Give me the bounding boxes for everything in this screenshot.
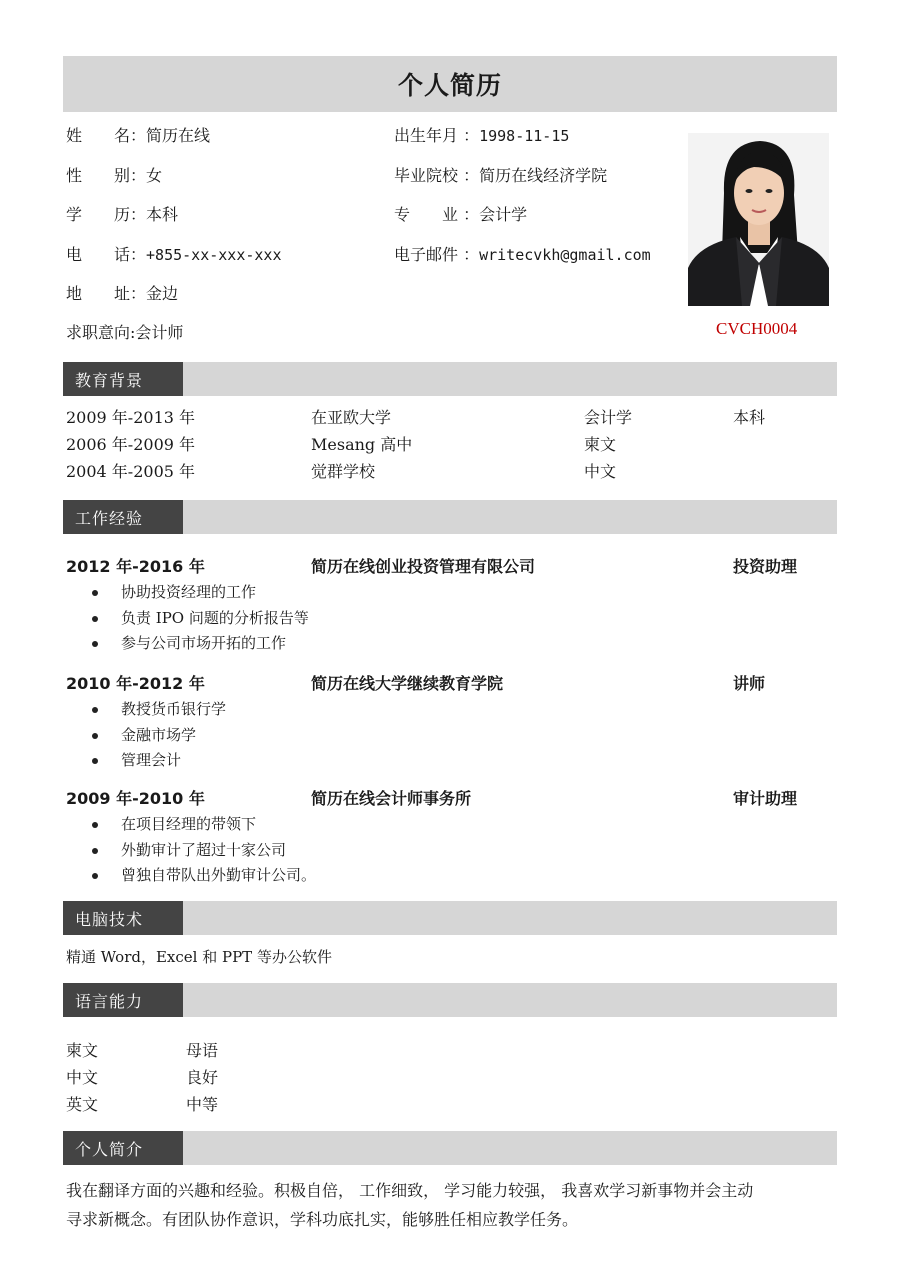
phone-value: +855-xx-xxx-xxx [146, 246, 282, 264]
computer-skill-text: 精通 Word，Excel 和 PPT 等办公软件 [66, 948, 332, 966]
email-label: 电子邮件 ： [394, 245, 480, 264]
gender-row [66, 166, 162, 186]
birth-label: 出生年月 ： [394, 126, 480, 145]
list-item: 协助投资经理的工作 [88, 580, 309, 606]
phone-label: 电 话： [66, 245, 147, 264]
profile-section-title: 个人简介 [63, 1131, 183, 1165]
list-item: 负责 IPO 问题的分析报告等 [88, 606, 309, 632]
edu-major-3: 中文 [584, 462, 617, 481]
work-company-2: 简历在线大学继续教育学院 [311, 674, 504, 693]
list-item: 金融市场学 [88, 723, 226, 749]
language-level-1: 母语 [186, 1041, 219, 1060]
work-period-1: 2012 年-2016 年 [66, 557, 205, 576]
work-period-2: 2010 年-2012 年 [66, 674, 205, 693]
address-value: 金边 [146, 284, 179, 303]
person-portrait-icon [688, 133, 829, 306]
work-role-2: 讲师 [733, 674, 766, 693]
edu-period-3: 2004 年-2005 年 [66, 462, 196, 481]
education-section-title: 教育背景 [63, 362, 183, 396]
edu-school-3: 觉群学校 [311, 462, 376, 481]
birth-value: 1998-11-15 [479, 127, 570, 145]
edu-period-1: 2009 年-2013 年 [66, 408, 196, 427]
language-name-1: 柬文 [66, 1041, 99, 1060]
gender-label: 性 别： [66, 166, 147, 185]
email-row [394, 245, 651, 265]
work-section-header [63, 500, 837, 534]
list-item: 曾独自带队出外勤审计公司。 [88, 863, 316, 889]
language-section-header [63, 983, 837, 1017]
work-duties-3 [88, 812, 316, 889]
edu-major-1: 会计学 [584, 408, 633, 427]
language-section-title: 语言能力 [63, 983, 183, 1017]
work-role-1: 投资助理 [733, 557, 798, 576]
profile-photo [688, 133, 829, 306]
edu-degree-1: 本科 [733, 408, 766, 427]
gender-value: 女 [146, 166, 163, 185]
language-name-3: 英文 [66, 1095, 99, 1114]
school-value: 简历在线经济学院 [479, 166, 608, 185]
education-section-header [63, 362, 837, 396]
resume-title: 个人简历 [63, 56, 837, 112]
school-label: 毕业院校 ： [394, 166, 480, 185]
name-label: 姓 名： [66, 126, 147, 145]
language-level-2: 良好 [186, 1068, 219, 1087]
objective-row [66, 323, 183, 343]
work-company-3: 简历在线会计师事务所 [311, 789, 472, 808]
work-duties-2 [88, 697, 226, 774]
list-item: 参与公司市场开拓的工作 [88, 631, 309, 657]
list-item: 外勤审计了超过十家公司 [88, 838, 316, 864]
resume-code: CVCH0004 [716, 319, 798, 338]
work-duties-1 [88, 580, 309, 657]
education-level-row [66, 205, 178, 225]
email-value: writecvkh@gmail.com [479, 246, 651, 264]
computer-section-title: 电脑技术 [63, 901, 183, 935]
list-item: 教授货币银行学 [88, 697, 226, 723]
profile-line-2: 寻求新概念。有团队协作意识，学科功底扎实，能够胜任相应教学任务。 [66, 1210, 579, 1229]
language-name-2: 中文 [66, 1068, 99, 1087]
profile-section-header [63, 1131, 837, 1165]
name-value: 简历在线 [146, 126, 211, 145]
list-item: 在项目经理的带领下 [88, 812, 316, 838]
phone-row [66, 245, 281, 265]
work-section-title: 工作经验 [63, 500, 183, 534]
computer-section-header [63, 901, 837, 935]
edu-major-2: 柬文 [584, 435, 617, 454]
objective-label: 求职意向: [66, 323, 136, 342]
edu-period-2: 2006 年-2009 年 [66, 435, 196, 454]
profile-text [66, 1176, 838, 1234]
list-item: 管理会计 [88, 748, 226, 774]
birth-row [394, 126, 569, 146]
address-row [66, 284, 178, 304]
edu-school-1: 在亚欧大学 [311, 408, 392, 427]
edu-school-2: Mesang 高中 [311, 435, 413, 454]
address-label: 地 址： [66, 284, 147, 303]
name-row [66, 126, 210, 146]
profile-line-1: 我在翻译方面的兴趣和经验。积极自倍， 工作细致， 学习能力较强， 我喜欢学习新事物并会主动 [66, 1181, 754, 1200]
education-level-value: 本科 [146, 205, 179, 224]
major-value: 会计学 [479, 205, 528, 224]
language-level-3: 中等 [186, 1095, 219, 1114]
work-role-3: 审计助理 [733, 789, 798, 808]
work-company-1: 简历在线创业投资管理有限公司 [311, 557, 536, 576]
work-period-3: 2009 年-2010 年 [66, 789, 205, 808]
school-row [394, 166, 607, 186]
education-level-label: 学 历： [66, 205, 147, 224]
major-row [394, 205, 527, 225]
objective-value: 会计师 [135, 323, 184, 342]
major-label: 专 业 ： [394, 205, 480, 224]
